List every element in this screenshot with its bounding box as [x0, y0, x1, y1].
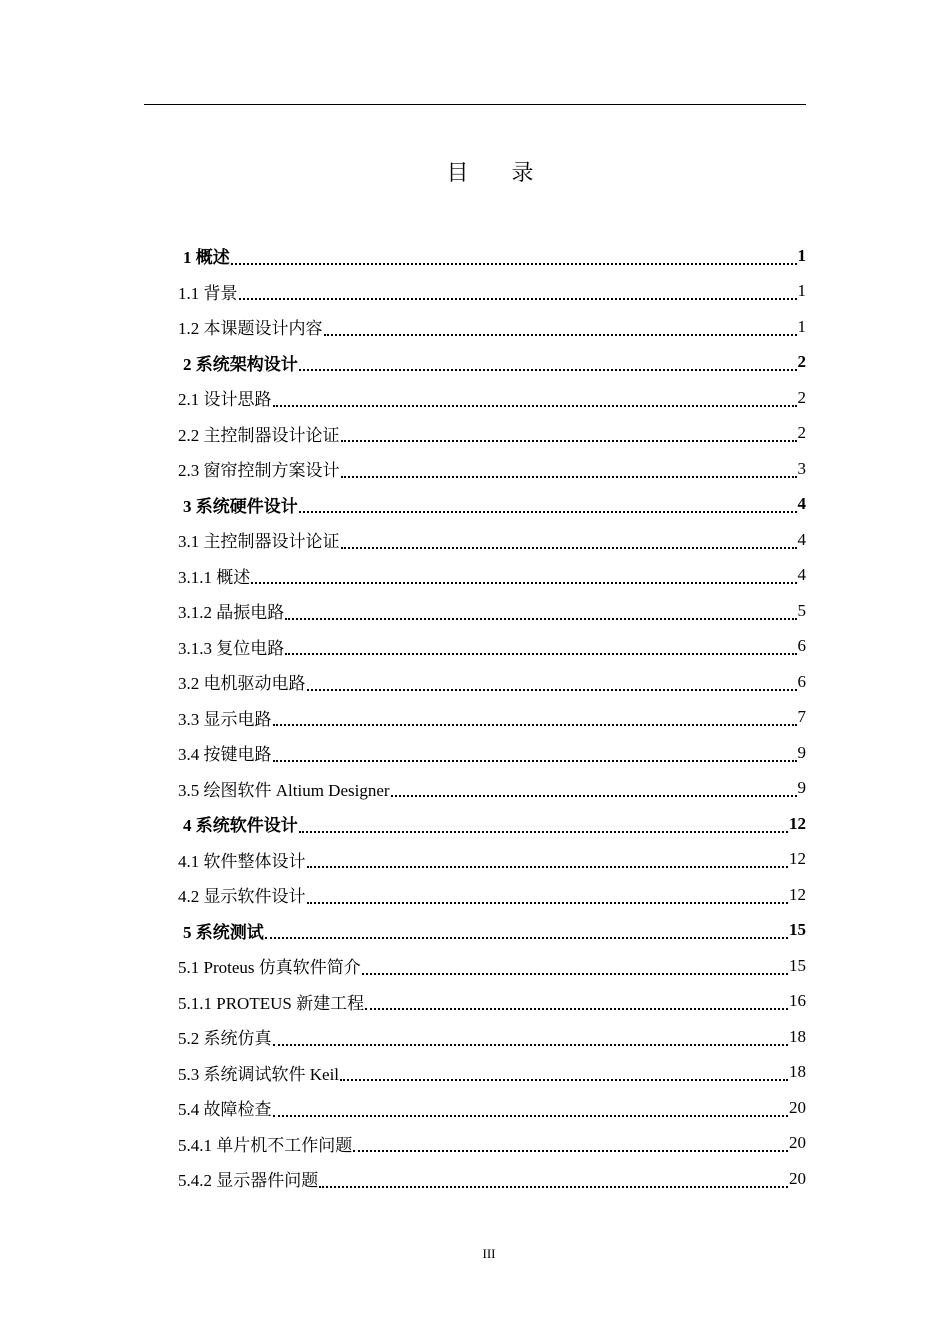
dot-leader	[285, 608, 796, 620]
toc-entry-page: 5	[797, 600, 806, 620]
dot-leader	[273, 1105, 789, 1117]
dot-leader	[353, 1140, 788, 1152]
toc-entry-page: 1	[797, 281, 806, 301]
toc-entry[interactable]	[178, 664, 806, 700]
header-rule	[144, 104, 806, 105]
dot-leader	[299, 359, 797, 371]
toc-entry[interactable]	[178, 416, 806, 452]
toc-entry-label: 5.2 系统仿真	[178, 1029, 272, 1049]
toc-entry-label: 3.4 按键电路	[178, 745, 272, 765]
toc-entry-label: 3.2 电机驱动电路	[178, 674, 306, 694]
toc-entry-label: 1.2 本课题设计内容	[178, 319, 323, 339]
toc-entry-page: 20	[789, 1168, 806, 1188]
toc-entry-label: 1.1 背景	[178, 283, 238, 303]
dot-leader	[273, 395, 797, 407]
toc-entry[interactable]	[178, 771, 806, 807]
toc-entry-page: 12	[789, 849, 806, 869]
toc-entry-label: 3 系统硬件设计	[183, 496, 298, 516]
dot-leader	[362, 963, 788, 975]
toc-entry[interactable]	[178, 238, 806, 274]
dot-leader	[285, 643, 796, 655]
toc-entry-label: 3.5 绘图软件 Altium Designer	[178, 780, 390, 800]
toc-entry-label: 5 系统测试	[183, 922, 264, 942]
toc-entry-page: 3	[797, 458, 806, 478]
toc-entry-label: 2 系统架构设计	[183, 354, 298, 374]
toc-entry-label: 5.4.2 显示器件问题	[178, 1171, 319, 1191]
toc-entry-page: 16	[789, 991, 806, 1011]
dot-leader	[273, 750, 797, 762]
dot-leader	[307, 856, 789, 868]
toc-entry-label: 2.2 主控制器设计论证	[178, 425, 340, 445]
toc-entry-label: 5.1 Proteus 仿真软件简介	[178, 958, 361, 978]
toc-entry-label: 2.1 设计思路	[178, 390, 272, 410]
table-of-contents	[178, 238, 806, 1197]
dot-leader	[239, 288, 797, 300]
dot-leader	[319, 1176, 788, 1188]
toc-entry[interactable]	[178, 1161, 806, 1197]
toc-entry[interactable]	[178, 806, 806, 842]
toc-entry-label: 2.3 窗帘控制方案设计	[178, 461, 340, 481]
toc-entry-label: 5.4 故障检查	[178, 1100, 272, 1120]
dot-leader	[365, 998, 788, 1010]
toc-entry-page: 12	[789, 884, 806, 904]
toc-entry[interactable]	[178, 593, 806, 629]
dot-leader	[251, 572, 796, 584]
toc-entry-page: 2	[797, 387, 806, 407]
dot-leader	[299, 501, 797, 513]
toc-entry-label: 4.2 显示软件设计	[178, 887, 306, 907]
toc-entry-page: 4	[797, 565, 806, 585]
toc-entry-page: 18	[789, 1026, 806, 1046]
toc-entry-label: 1 概述	[183, 248, 230, 268]
toc-entry[interactable]	[178, 380, 806, 416]
dot-leader	[273, 1034, 789, 1046]
toc-entry-page: 20	[789, 1133, 806, 1153]
dot-leader	[265, 927, 788, 939]
dot-leader	[307, 892, 789, 904]
toc-entry[interactable]	[178, 1090, 806, 1126]
toc-entry[interactable]	[178, 451, 806, 487]
toc-entry-page: 15	[789, 955, 806, 975]
dot-leader	[324, 324, 797, 336]
toc-entry-label: 3.1.3 复位电路	[178, 638, 285, 658]
toc-entry-label: 3.3 显示电路	[178, 709, 272, 729]
toc-entry-page: 15	[789, 920, 806, 940]
page-number: III	[482, 1246, 496, 1261]
toc-entry-label: 5.1.1 PROTEUS 新建工程	[178, 993, 365, 1013]
dot-leader	[341, 537, 797, 549]
toc-entry-page: 2	[797, 423, 806, 443]
toc-entry[interactable]	[178, 913, 806, 949]
toc-entry-page: 6	[797, 671, 806, 691]
toc-entry-label: 5.3 系统调试软件 Keil	[178, 1064, 340, 1084]
toc-entry[interactable]	[178, 877, 806, 913]
toc-entry-page: 4	[797, 529, 806, 549]
toc-entry-page: 20	[789, 1097, 806, 1117]
dot-leader	[341, 466, 797, 478]
toc-entry[interactable]	[178, 1019, 806, 1055]
toc-entry-page: 9	[797, 778, 806, 798]
toc-entry-page: 9	[797, 742, 806, 762]
toc-entry[interactable]	[178, 700, 806, 736]
toc-entry[interactable]	[178, 984, 806, 1020]
toc-entry-page: 7	[797, 707, 806, 727]
dot-leader	[340, 1069, 788, 1081]
dot-leader	[341, 430, 797, 442]
toc-entry-page: 18	[789, 1062, 806, 1082]
toc-entry-page: 1	[797, 245, 806, 265]
toc-entry[interactable]	[178, 309, 806, 345]
dot-leader	[299, 821, 788, 833]
toc-entry[interactable]	[178, 487, 806, 523]
toc-entry[interactable]	[178, 629, 806, 665]
toc-entry[interactable]	[178, 842, 806, 878]
toc-entry-label: 4 系统软件设计	[183, 816, 298, 836]
toc-entry-page: 2	[797, 352, 806, 372]
dot-leader	[307, 679, 797, 691]
toc-entry-page: 12	[789, 813, 806, 833]
toc-entry-label: 3.1.2 晶振电路	[178, 603, 285, 623]
toc-entry[interactable]	[178, 735, 806, 771]
toc-entry-label: 4.1 软件整体设计	[178, 851, 306, 871]
toc-entry-label: 5.4.1 单片机不工作问题	[178, 1135, 353, 1155]
dot-leader	[231, 253, 797, 265]
toc-entry-label: 3.1.1 概述	[178, 567, 251, 587]
toc-entry[interactable]	[178, 558, 806, 594]
dot-leader	[391, 785, 797, 797]
page-title: 目 录	[446, 161, 552, 186]
toc-entry[interactable]	[178, 948, 806, 984]
toc-entry-page: 4	[797, 494, 806, 514]
toc-entry[interactable]	[178, 522, 806, 558]
toc-entry-page: 6	[797, 636, 806, 656]
toc-entry[interactable]	[178, 274, 806, 310]
toc-entry-label: 3.1 主控制器设计论证	[178, 532, 340, 552]
toc-entry[interactable]	[178, 345, 806, 381]
toc-entry-page: 1	[797, 316, 806, 336]
toc-entry[interactable]	[178, 1126, 806, 1162]
dot-leader	[273, 714, 797, 726]
toc-entry[interactable]	[178, 1055, 806, 1091]
